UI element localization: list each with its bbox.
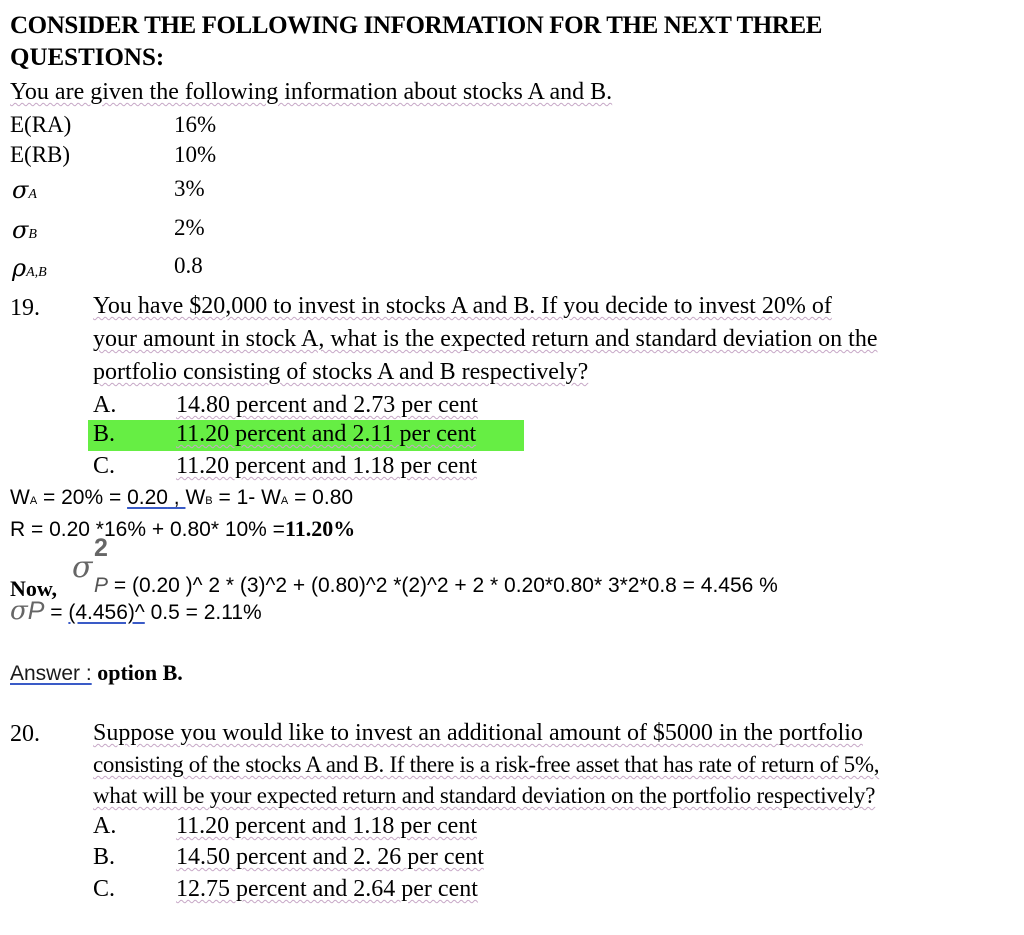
return-formula: R = 0.20 *16% + 0.80* 10% = — [10, 518, 285, 541]
sigma-subscript: A — [28, 187, 37, 202]
std-dev-line — [10, 596, 262, 626]
variance-equation: = (0.20 )^ 2 * (3)^2 + (0.80)^2 *(2)^2 + 2 * 0.20*0.80* 3*2*0.8 = 4.456 % — [108, 574, 778, 597]
question-20-number: 20. — [10, 721, 40, 747]
question-20-line-1: Suppose you would like to invest an additional amount of $5000 in the portfolio — [93, 720, 863, 746]
weight-b-subscript: B — [205, 495, 213, 507]
sigma-symbol: σ — [12, 176, 29, 204]
given-label-era: E(RA) — [10, 112, 72, 137]
given-label-sigma-b — [12, 216, 37, 244]
sigma-squared-symbol: σ — [72, 550, 93, 585]
q20-option-c-letter: C. — [93, 876, 116, 902]
rho-subscript: A,B — [26, 265, 47, 280]
q19-option-c-letter: C. — [93, 453, 116, 479]
std-dev-p-symbol: P — [27, 597, 45, 625]
q19-option-b-letter: B. — [93, 421, 116, 447]
question-19-number: 19. — [10, 295, 40, 321]
weights-eq-2-subscript: A — [280, 495, 289, 507]
sigma-subscript: B — [28, 227, 37, 242]
return-line — [10, 516, 355, 542]
sigma-symbol: σ — [12, 216, 29, 244]
q20-option-b-letter: B. — [93, 844, 116, 870]
weight-a-value: 0.20 — [127, 486, 168, 509]
variance-p-symbol: P — [94, 574, 109, 597]
weights-eq-3: = 0.80 — [288, 486, 354, 509]
std-dev-eq-2: 0.5 = 2.11% — [144, 601, 262, 624]
weights-comma: , — [167, 486, 186, 509]
given-value-sigma-a: 3% — [174, 176, 205, 201]
q19-option-a-text: 14.80 percent and 2.73 per cent — [176, 392, 478, 418]
answer-text: option B. — [91, 660, 183, 685]
answer-label: Answer : — [10, 662, 92, 685]
q20-option-b-text: 14.50 percent and 2. 26 per cent — [176, 844, 484, 870]
given-label-sigma-a — [12, 176, 37, 204]
variance-line — [94, 574, 778, 598]
section-heading-continued: QUESTIONS: — [10, 44, 165, 71]
std-dev-link: (4.456)^ — [68, 601, 145, 624]
given-value-era: 16% — [174, 112, 217, 137]
rho-symbol: ρ — [12, 254, 27, 282]
weight-b-symbol: W — [185, 486, 206, 509]
section-heading: CONSIDER THE FOLLOWING INFORMATION FOR THE NEXT THREE — [10, 12, 823, 39]
given-label-erb: E(RB) — [10, 142, 71, 167]
sigma-squared-exponent: 2 — [94, 534, 108, 562]
now-label: Now, — [10, 576, 58, 601]
weights-eq-1: = 20% = — [37, 486, 128, 509]
weight-a-symbol: W — [10, 486, 30, 509]
question-20-line-3: what will be your expected return and standard deviation on the portfolio respectively? — [93, 783, 876, 808]
std-dev-eq-1: = — [44, 601, 69, 624]
given-value-sigma-b: 2% — [174, 215, 205, 240]
q20-option-a-text: 11.20 percent and 1.18 per cent — [176, 813, 477, 839]
intro-text: You are given the following information about stocks A and B. — [10, 79, 613, 105]
weights-line — [10, 486, 353, 510]
question-19-line-2: your amount in stock A, what is the expected return and standard deviation on the — [93, 326, 878, 352]
weight-a-subscript: A — [29, 495, 38, 507]
given-label-rho-ab — [12, 254, 47, 282]
q19-option-b-text: 11.20 percent and 2.11 per cent — [176, 421, 477, 447]
question-19-line-3: portfolio consisting of stocks A and B respectively? — [93, 359, 589, 385]
answer-line — [10, 660, 183, 686]
q20-option-a-letter: A. — [93, 813, 117, 839]
weights-eq-2: = 1- W — [212, 486, 281, 509]
std-dev-sigma-symbol: σ — [10, 596, 28, 626]
given-value-erb: 10% — [174, 142, 217, 167]
given-value-rho-ab: 0.8 — [174, 253, 203, 278]
return-result: 11.20% — [284, 516, 356, 541]
q19-option-a-letter: A. — [93, 392, 117, 418]
question-20-line-2: consisting of the stocks A and B. If there is a risk-free asset that has rate of return of 5%, — [93, 752, 880, 777]
q19-option-c-text: 11.20 percent and 1.18 per cent — [176, 453, 477, 479]
question-19-line-1: You have $20,000 to invest in stocks A and B. If you decide to invest 20% of — [93, 293, 832, 319]
q20-option-c-text: 12.75 percent and 2.64 per cent — [176, 876, 478, 902]
